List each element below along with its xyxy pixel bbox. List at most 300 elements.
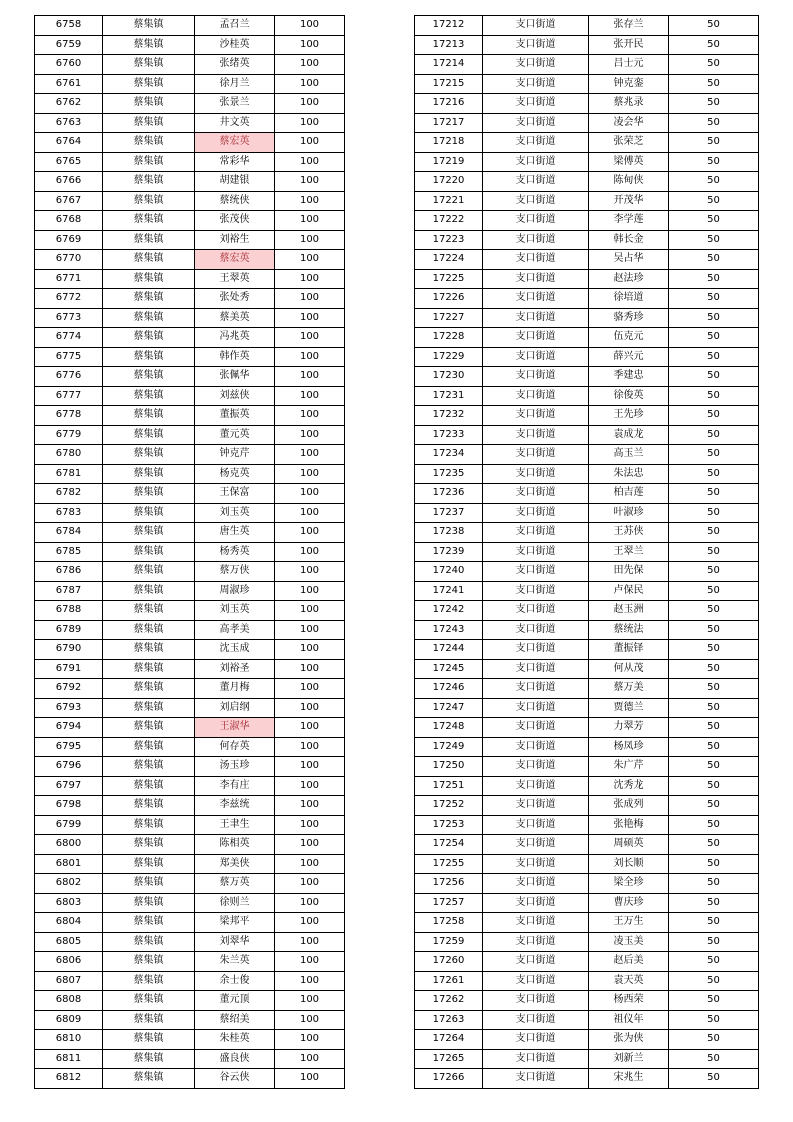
cell-amount: 100: [275, 35, 345, 55]
table-row: [415, 1030, 759, 1050]
cell-area: 支口街道: [483, 932, 589, 952]
table-row: [415, 893, 759, 913]
cell-amount: 100: [275, 347, 345, 367]
cell-id: 17250: [415, 757, 483, 777]
cell-amount: 100: [275, 718, 345, 738]
cell-name: 张荣芝: [589, 133, 669, 153]
cell-area: 蔡集镇: [103, 776, 195, 796]
cell-area: 蔡集镇: [103, 601, 195, 621]
table-row: [35, 484, 345, 504]
cell-name: 郑美侠: [195, 854, 275, 874]
cell-amount: 50: [669, 796, 759, 816]
cell-id: 17238: [415, 523, 483, 543]
cell-name: 谷云侠: [195, 1069, 275, 1089]
cell-amount: 50: [669, 230, 759, 250]
cell-area: 支口街道: [483, 133, 589, 153]
cell-amount: 100: [275, 932, 345, 952]
cell-amount: 50: [669, 854, 759, 874]
cell-area: 蔡集镇: [103, 718, 195, 738]
cell-name: 张为侠: [589, 1030, 669, 1050]
table-row: [35, 952, 345, 972]
cell-area: 蔡集镇: [103, 289, 195, 309]
cell-name: 赵后美: [589, 952, 669, 972]
cell-id: 17212: [415, 16, 483, 36]
cell-id: 6778: [35, 406, 103, 426]
cell-id: 6780: [35, 445, 103, 465]
cell-name: 凌会华: [589, 113, 669, 133]
table-row: [35, 640, 345, 660]
cell-name: 杨克英: [195, 464, 275, 484]
cell-amount: 100: [275, 874, 345, 894]
cell-area: 蔡集镇: [103, 16, 195, 36]
cell-name: 蔡兆录: [589, 94, 669, 114]
cell-name: 常彩华: [195, 152, 275, 172]
table-row: [415, 698, 759, 718]
cell-name: 杨秀英: [195, 542, 275, 562]
cell-name: 董振铎: [589, 640, 669, 660]
cell-name: 沙桂英: [195, 35, 275, 55]
table-row: [415, 191, 759, 211]
cell-id: 17256: [415, 874, 483, 894]
cell-name: 吕士元: [589, 55, 669, 75]
cell-area: 蔡集镇: [103, 74, 195, 94]
cell-area: 支口街道: [483, 347, 589, 367]
cell-name: 朱桂英: [195, 1030, 275, 1050]
table-row: [35, 542, 345, 562]
cell-id: 17254: [415, 835, 483, 855]
cell-id: 6797: [35, 776, 103, 796]
cell-id: 6810: [35, 1030, 103, 1050]
cell-amount: 50: [669, 445, 759, 465]
cell-name: 力翠芳: [589, 718, 669, 738]
cell-area: 蔡集镇: [103, 152, 195, 172]
cell-name: 卢保民: [589, 581, 669, 601]
cell-id: 17262: [415, 991, 483, 1011]
cell-name: 吴占华: [589, 250, 669, 270]
cell-name: 刘翠华: [195, 932, 275, 952]
table-row: [415, 757, 759, 777]
cell-name: 沈秀龙: [589, 776, 669, 796]
cell-id: 17223: [415, 230, 483, 250]
cell-amount: 50: [669, 16, 759, 36]
cell-amount: 50: [669, 172, 759, 192]
cell-area: 支口街道: [483, 718, 589, 738]
cell-name: 汤玉珍: [195, 757, 275, 777]
cell-area: 支口街道: [483, 94, 589, 114]
cell-name: 王翠兰: [589, 542, 669, 562]
table-row: [35, 133, 345, 153]
cell-name: 朱广芹: [589, 757, 669, 777]
cell-area: 支口街道: [483, 776, 589, 796]
cell-amount: 100: [275, 659, 345, 679]
table-row: [415, 152, 759, 172]
table-row: [415, 55, 759, 75]
table-row: [415, 1010, 759, 1030]
cell-id: 6775: [35, 347, 103, 367]
cell-id: 17227: [415, 308, 483, 328]
cell-name: 刘玉英: [195, 503, 275, 523]
cell-area: 支口街道: [483, 913, 589, 933]
cell-id: 6762: [35, 94, 103, 114]
table-row: [35, 445, 345, 465]
cell-amount: 100: [275, 640, 345, 660]
cell-name: 张成列: [589, 796, 669, 816]
table-row: [415, 328, 759, 348]
table-row: [35, 347, 345, 367]
cell-amount: 50: [669, 679, 759, 699]
table-row: [415, 308, 759, 328]
cell-area: 支口街道: [483, 74, 589, 94]
cell-area: 蔡集镇: [103, 581, 195, 601]
right-table: [414, 15, 759, 1089]
cell-amount: 50: [669, 698, 759, 718]
cell-id: 17225: [415, 269, 483, 289]
cell-id: 17245: [415, 659, 483, 679]
cell-name: 季建忠: [589, 367, 669, 387]
cell-name: 凌玉美: [589, 932, 669, 952]
cell-id: 17247: [415, 698, 483, 718]
cell-name: 徐培道: [589, 289, 669, 309]
cell-id: 17228: [415, 328, 483, 348]
table-row: [415, 94, 759, 114]
cell-name: 刘裕生: [195, 230, 275, 250]
cell-id: 6760: [35, 55, 103, 75]
cell-area: 支口街道: [483, 289, 589, 309]
cell-id: 17249: [415, 737, 483, 757]
cell-area: 支口街道: [483, 620, 589, 640]
table-row: [415, 640, 759, 660]
cell-amount: 50: [669, 386, 759, 406]
cell-amount: 50: [669, 1049, 759, 1069]
cell-name: 徐月兰: [195, 74, 275, 94]
cell-name: 张开民: [589, 35, 669, 55]
cell-amount: 50: [669, 718, 759, 738]
cell-name: 张艳梅: [589, 815, 669, 835]
cell-amount: 100: [275, 1010, 345, 1030]
cell-id: 17240: [415, 562, 483, 582]
table-row: [415, 464, 759, 484]
cell-area: 蔡集镇: [103, 269, 195, 289]
cell-id: 6791: [35, 659, 103, 679]
table-row: [35, 230, 345, 250]
cell-id: 6767: [35, 191, 103, 211]
table-row: [35, 1069, 345, 1089]
cell-name: 韩作英: [195, 347, 275, 367]
cell-id: 6782: [35, 484, 103, 504]
cell-area: 蔡集镇: [103, 698, 195, 718]
cell-id: 17232: [415, 406, 483, 426]
cell-area: 支口街道: [483, 386, 589, 406]
cell-amount: 100: [275, 425, 345, 445]
cell-name: 刘新兰: [589, 1049, 669, 1069]
cell-id: 6790: [35, 640, 103, 660]
cell-amount: 50: [669, 757, 759, 777]
cell-amount: 100: [275, 328, 345, 348]
cell-name: 钟克芹: [195, 445, 275, 465]
cell-amount: 50: [669, 659, 759, 679]
cell-name: 高玉兰: [589, 445, 669, 465]
cell-name: 余士俊: [195, 971, 275, 991]
cell-amount: 100: [275, 172, 345, 192]
cell-name: 梁全珍: [589, 874, 669, 894]
cell-id: 6784: [35, 523, 103, 543]
cell-area: 蔡集镇: [103, 94, 195, 114]
cell-amount: 50: [669, 991, 759, 1011]
cell-area: 支口街道: [483, 952, 589, 972]
left-table-body: [35, 16, 345, 1089]
cell-amount: 50: [669, 347, 759, 367]
cell-name: 曹庆珍: [589, 893, 669, 913]
cell-id: 17216: [415, 94, 483, 114]
cell-amount: 50: [669, 269, 759, 289]
cell-area: 支口街道: [483, 991, 589, 1011]
cell-name: 张景兰: [195, 94, 275, 114]
table-row: [35, 191, 345, 211]
cell-name: 何存英: [195, 737, 275, 757]
cell-area: 支口街道: [483, 1030, 589, 1050]
cell-name: 刘兹侠: [195, 386, 275, 406]
cell-area: 支口街道: [483, 230, 589, 250]
cell-amount: 50: [669, 94, 759, 114]
cell-area: 支口街道: [483, 464, 589, 484]
table-row: [415, 406, 759, 426]
table-row: [35, 113, 345, 133]
cell-id: 17218: [415, 133, 483, 153]
cell-amount: 100: [275, 484, 345, 504]
table-row: [415, 971, 759, 991]
cell-name: 王苏侠: [589, 523, 669, 543]
cell-name: 骆秀珍: [589, 308, 669, 328]
cell-area: 支口街道: [483, 367, 589, 387]
cell-name: 蔡万英: [195, 874, 275, 894]
cell-area: 支口街道: [483, 601, 589, 621]
cell-area: 蔡集镇: [103, 913, 195, 933]
cell-name: 祖仪年: [589, 1010, 669, 1030]
cell-id: 17215: [415, 74, 483, 94]
cell-id: 17266: [415, 1069, 483, 1089]
cell-area: 蔡集镇: [103, 211, 195, 231]
cell-amount: 100: [275, 1049, 345, 1069]
cell-name: 蔡万美: [589, 679, 669, 699]
cell-name: 沈玉成: [195, 640, 275, 660]
cell-area: 支口街道: [483, 308, 589, 328]
cell-amount: 100: [275, 542, 345, 562]
cell-name: 李兹统: [195, 796, 275, 816]
cell-amount: 100: [275, 94, 345, 114]
cell-area: 支口街道: [483, 445, 589, 465]
table-row: [35, 971, 345, 991]
cell-name: 杨凤珍: [589, 737, 669, 757]
cell-area: 蔡集镇: [103, 737, 195, 757]
cell-area: 支口街道: [483, 55, 589, 75]
cell-amount: 50: [669, 893, 759, 913]
table-row: [35, 425, 345, 445]
table-row: [35, 737, 345, 757]
cell-id: 17226: [415, 289, 483, 309]
cell-area: 蔡集镇: [103, 523, 195, 543]
cell-area: 支口街道: [483, 152, 589, 172]
cell-area: 蔡集镇: [103, 347, 195, 367]
cell-name: 高孝美: [195, 620, 275, 640]
table-row: [35, 835, 345, 855]
cell-area: 蔡集镇: [103, 503, 195, 523]
cell-amount: 100: [275, 191, 345, 211]
cell-name: 薛兴元: [589, 347, 669, 367]
cell-area: 蔡集镇: [103, 640, 195, 660]
cell-area: 蔡集镇: [103, 425, 195, 445]
cell-area: 支口街道: [483, 211, 589, 231]
cell-id: 6792: [35, 679, 103, 699]
table-row: [35, 757, 345, 777]
cell-id: 17224: [415, 250, 483, 270]
table-row: [415, 16, 759, 36]
cell-name: 韩长金: [589, 230, 669, 250]
cell-id: 17221: [415, 191, 483, 211]
cell-area: 蔡集镇: [103, 757, 195, 777]
cell-amount: 100: [275, 757, 345, 777]
cell-id: 17241: [415, 581, 483, 601]
table-row: [415, 874, 759, 894]
cell-amount: 50: [669, 562, 759, 582]
cell-id: 17258: [415, 913, 483, 933]
table-row: [35, 94, 345, 114]
cell-id: 6764: [35, 133, 103, 153]
cell-id: 17235: [415, 464, 483, 484]
cell-amount: 50: [669, 289, 759, 309]
cell-name: 王万生: [589, 913, 669, 933]
cell-area: 蔡集镇: [103, 406, 195, 426]
cell-area: 蔡集镇: [103, 1069, 195, 1089]
cell-amount: 100: [275, 367, 345, 387]
table-row: [35, 776, 345, 796]
cell-name: 蔡宏英: [195, 133, 275, 153]
cell-amount: 100: [275, 952, 345, 972]
cell-amount: 100: [275, 796, 345, 816]
cell-id: 6759: [35, 35, 103, 55]
cell-name: 蔡绍美: [195, 1010, 275, 1030]
table-row: [35, 932, 345, 952]
cell-area: 蔡集镇: [103, 952, 195, 972]
cell-id: 6799: [35, 815, 103, 835]
cell-area: 支口街道: [483, 16, 589, 36]
cell-area: 支口街道: [483, 737, 589, 757]
table-row: [415, 659, 759, 679]
cell-area: 蔡集镇: [103, 250, 195, 270]
cell-area: 支口街道: [483, 854, 589, 874]
cell-id: 17236: [415, 484, 483, 504]
table-row: [415, 1069, 759, 1089]
cell-amount: 100: [275, 581, 345, 601]
cell-name: 袁天英: [589, 971, 669, 991]
cell-area: 蔡集镇: [103, 835, 195, 855]
table-row: [35, 328, 345, 348]
table-row: [415, 289, 759, 309]
table-row: [415, 133, 759, 153]
cell-name: 张存兰: [589, 16, 669, 36]
table-row: [35, 16, 345, 36]
right-table-body: [415, 16, 759, 1089]
cell-amount: 100: [275, 1069, 345, 1089]
table-row: [35, 269, 345, 289]
cell-amount: 50: [669, 464, 759, 484]
cell-id: 6789: [35, 620, 103, 640]
cell-id: 6768: [35, 211, 103, 231]
cell-area: 蔡集镇: [103, 1030, 195, 1050]
cell-amount: 50: [669, 425, 759, 445]
table-row: [35, 503, 345, 523]
cell-area: 蔡集镇: [103, 55, 195, 75]
cell-name: 董月梅: [195, 679, 275, 699]
cell-area: 蔡集镇: [103, 445, 195, 465]
cell-amount: 50: [669, 133, 759, 153]
cell-id: 17265: [415, 1049, 483, 1069]
cell-name: 董元英: [195, 425, 275, 445]
cell-id: 6803: [35, 893, 103, 913]
cell-amount: 100: [275, 211, 345, 231]
cell-amount: 50: [669, 737, 759, 757]
cell-amount: 100: [275, 620, 345, 640]
table-row: [415, 815, 759, 835]
cell-area: 蔡集镇: [103, 971, 195, 991]
table-row: [35, 35, 345, 55]
cell-area: 支口街道: [483, 503, 589, 523]
cell-amount: 50: [669, 1069, 759, 1089]
table-row: [415, 230, 759, 250]
table-row: [35, 406, 345, 426]
cell-id: 6776: [35, 367, 103, 387]
cell-amount: 100: [275, 698, 345, 718]
cell-amount: 100: [275, 913, 345, 933]
cell-area: 支口街道: [483, 269, 589, 289]
cell-name: 柏吉莲: [589, 484, 669, 504]
cell-area: 支口街道: [483, 250, 589, 270]
cell-amount: 50: [669, 367, 759, 387]
cell-amount: 100: [275, 55, 345, 75]
cell-id: 17257: [415, 893, 483, 913]
cell-amount: 100: [275, 562, 345, 582]
table-row: [415, 776, 759, 796]
cell-name: 田先保: [589, 562, 669, 582]
cell-name: 陈甸侠: [589, 172, 669, 192]
cell-area: 支口街道: [483, 874, 589, 894]
cell-amount: 100: [275, 679, 345, 699]
cell-name: 陈相英: [195, 835, 275, 855]
cell-amount: 50: [669, 913, 759, 933]
cell-id: 17252: [415, 796, 483, 816]
table-row: [35, 1030, 345, 1050]
cell-id: 17229: [415, 347, 483, 367]
cell-name: 孟召兰: [195, 16, 275, 36]
cell-amount: 50: [669, 152, 759, 172]
cell-area: 蔡集镇: [103, 113, 195, 133]
cell-area: 蔡集镇: [103, 815, 195, 835]
cell-id: 6783: [35, 503, 103, 523]
cell-id: 6774: [35, 328, 103, 348]
cell-id: 6807: [35, 971, 103, 991]
cell-id: 17251: [415, 776, 483, 796]
cell-amount: 100: [275, 523, 345, 543]
cell-amount: 100: [275, 289, 345, 309]
cell-amount: 100: [275, 269, 345, 289]
cell-area: 支口街道: [483, 757, 589, 777]
cell-amount: 100: [275, 464, 345, 484]
cell-amount: 50: [669, 74, 759, 94]
cell-area: 蔡集镇: [103, 874, 195, 894]
table-row: [415, 601, 759, 621]
cell-name: 刘裕圣: [195, 659, 275, 679]
table-row: [35, 308, 345, 328]
cell-name: 井文英: [195, 113, 275, 133]
